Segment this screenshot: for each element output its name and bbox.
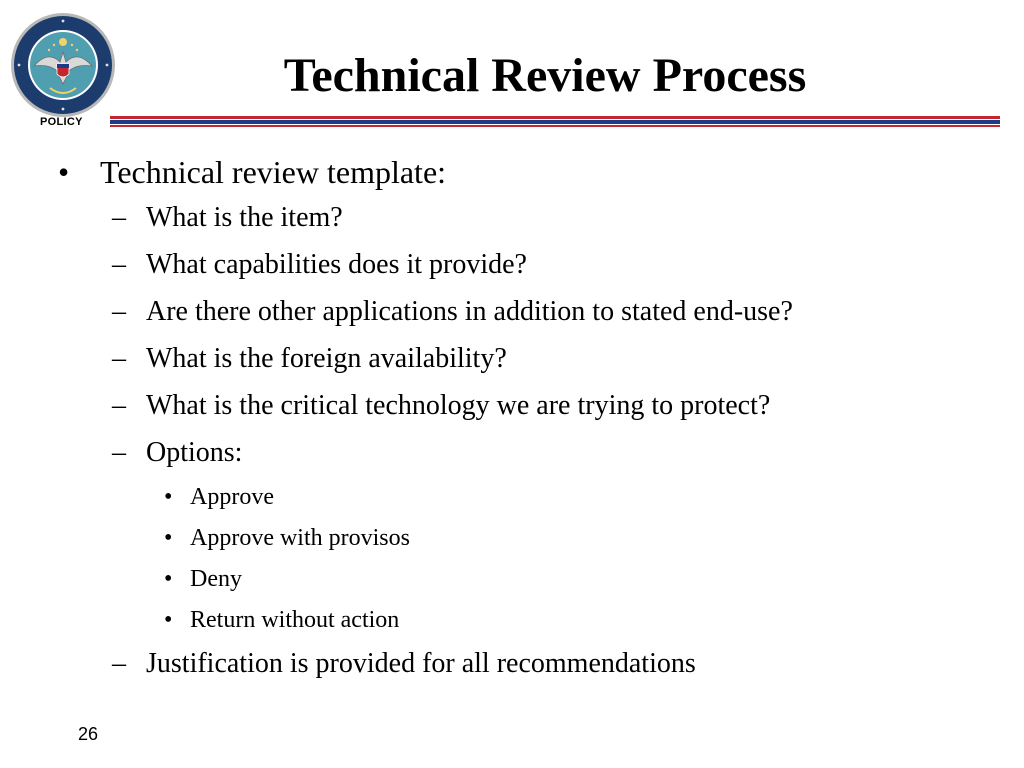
question-item — [112, 437, 242, 469]
bullet-icon: • — [164, 566, 173, 592]
bullet-icon: • — [58, 154, 70, 190]
question-item — [112, 202, 343, 234]
question-text: What is the foreign availability? — [146, 343, 507, 374]
header-rule-red-bottom — [110, 125, 1000, 127]
question-item — [112, 249, 527, 281]
option-item — [164, 484, 274, 511]
question-item — [112, 343, 507, 375]
option-text: Approve with provisos — [190, 525, 410, 551]
bullet-item — [58, 154, 446, 191]
question-text: Are there other applications in addition to stated end-use? — [146, 296, 793, 327]
dash-icon: – — [112, 343, 126, 374]
option-text: Deny — [190, 566, 242, 592]
question-item — [112, 648, 696, 680]
option-text: Return without action — [190, 607, 400, 633]
question-text: What is the item? — [146, 202, 343, 233]
dash-icon: – — [112, 296, 126, 327]
option-text: Approve — [190, 484, 274, 510]
dash-icon: – — [112, 249, 126, 280]
dash-icon: – — [112, 437, 126, 468]
dod-seal-icon — [10, 12, 116, 118]
header-rule-blue — [110, 120, 1000, 124]
option-item — [164, 607, 399, 634]
page-title: Technical Review Process — [283, 49, 807, 102]
dash-icon: – — [112, 202, 126, 233]
final-item-text: Justification is provided for all recommendations — [146, 648, 696, 679]
page-number: 26 — [78, 724, 99, 744]
dash-icon: – — [112, 648, 126, 679]
bullet-icon: • — [164, 484, 173, 510]
bullet-icon: • — [164, 525, 173, 551]
question-text: What capabilities does it provide? — [146, 249, 527, 280]
bullet-icon: • — [164, 607, 173, 633]
bullet-text: Technical review template: — [100, 154, 447, 190]
question-text: What is the critical technology we are trying to protect? — [146, 390, 771, 421]
question-item — [112, 296, 793, 328]
dash-icon: – — [112, 390, 126, 421]
question-item — [112, 390, 770, 422]
option-item — [164, 566, 242, 593]
question-text: Options: — [146, 437, 243, 468]
option-item — [164, 525, 410, 552]
policy-label: POLICY — [40, 116, 83, 128]
header-rule-red — [110, 116, 1000, 119]
